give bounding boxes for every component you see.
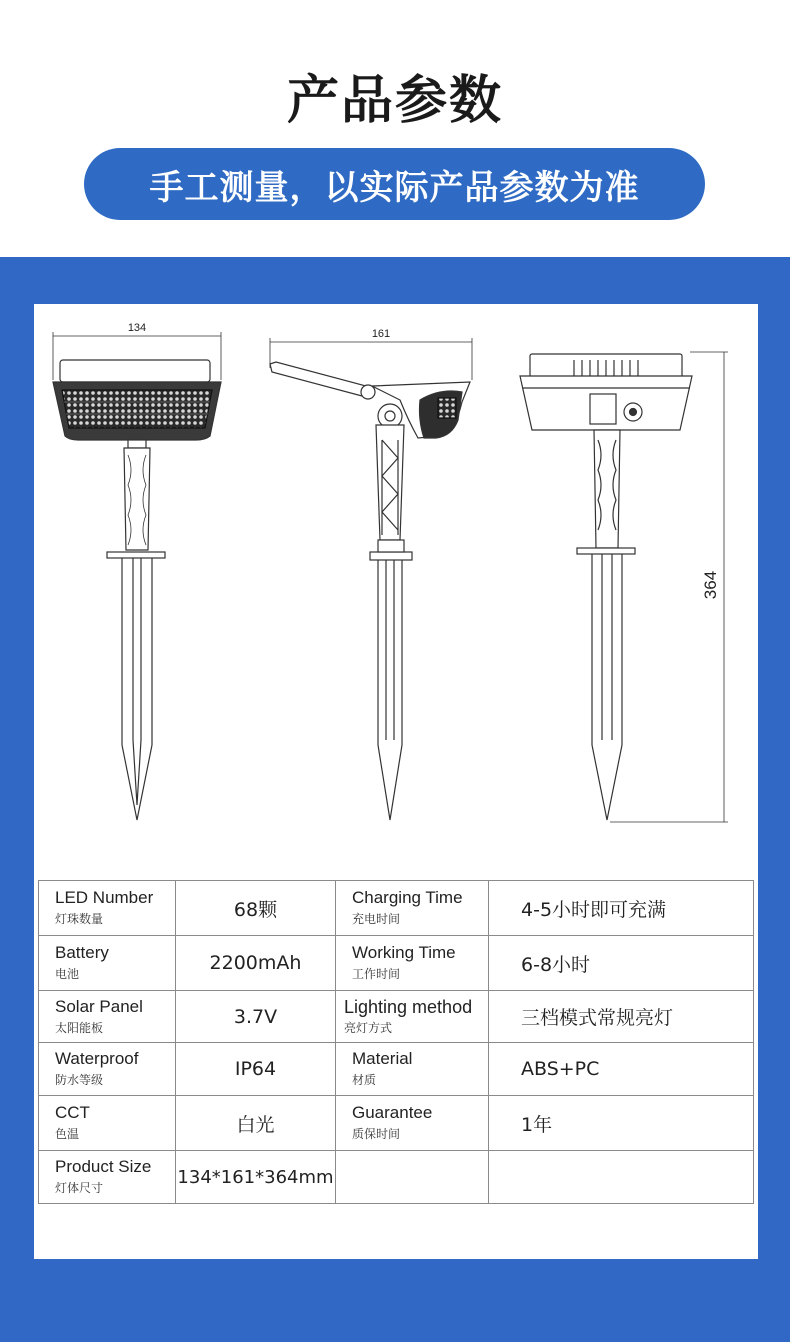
table-row	[39, 1151, 754, 1204]
side-view	[270, 328, 472, 820]
spec-label-zh: 材质	[352, 1073, 377, 1087]
spec-label-zh: 防水等级	[55, 1073, 104, 1087]
spec-value: ABS+PC	[489, 1043, 754, 1096]
spec-value: 白光	[176, 1096, 336, 1151]
spec-value: 134*161*364mm	[176, 1151, 336, 1204]
spec-label-en: Charging Time	[352, 888, 463, 907]
spec-label-en: Battery	[55, 943, 109, 962]
spec-label-en: Working Time	[352, 943, 456, 962]
spec-value: 1年	[489, 1096, 754, 1151]
spec-label-en: LED Number	[55, 888, 154, 907]
table-row	[39, 991, 754, 1043]
page-title: 产品参数	[286, 71, 503, 131]
spec-label-en: CCT	[55, 1103, 90, 1122]
back-view	[520, 352, 728, 822]
spec-value: 三档模式常规亮灯	[489, 991, 754, 1043]
spec-label-zh: 色温	[55, 1127, 80, 1141]
spec-label-zh: 灯体尺寸	[55, 1181, 104, 1195]
spec-label-zh: 充电时间	[352, 912, 401, 926]
table-row	[39, 1096, 754, 1151]
spec-label-en: Product Size	[55, 1157, 152, 1176]
spec-value: IP64	[176, 1043, 336, 1096]
spec-label-en: Material	[352, 1049, 413, 1068]
spec-value-empty	[489, 1151, 754, 1204]
table-row	[39, 881, 754, 936]
spec-label-en: Guarantee	[352, 1103, 433, 1122]
front-width-dimension: 134	[127, 322, 147, 334]
spec-label-empty	[336, 1151, 489, 1204]
table-row	[39, 1043, 754, 1096]
spec-label-en: Waterproof	[55, 1049, 139, 1068]
spec-value: 3.7V	[176, 991, 336, 1043]
height-dimension: 364	[701, 570, 720, 600]
spec-label-zh: 电池	[55, 967, 80, 981]
measurement-note-banner: 手工测量，以实际产品参数为准	[84, 148, 705, 220]
spec-table	[38, 880, 754, 1204]
spec-value: 68颗	[176, 881, 336, 936]
spec-label-zh: 工作时间	[352, 967, 401, 981]
table-row	[39, 936, 754, 991]
spec-label-zh: 亮灯方式	[344, 1020, 393, 1035]
spec-value: 6-8小时	[489, 936, 754, 991]
spec-label-zh: 太阳能板	[55, 1020, 104, 1035]
spec-value: 4-5小时即可充满	[489, 881, 754, 936]
spec-label-en: Solar Panel	[55, 996, 143, 1016]
spec-label-en: Lighting method	[344, 996, 473, 1017]
front-view	[53, 322, 221, 820]
spec-label-zh: 灯珠数量	[55, 912, 104, 926]
spec-value: 2200mAh	[176, 936, 336, 991]
side-width-dimension: 161	[371, 328, 391, 340]
spec-label-zh: 质保时间	[352, 1127, 401, 1141]
